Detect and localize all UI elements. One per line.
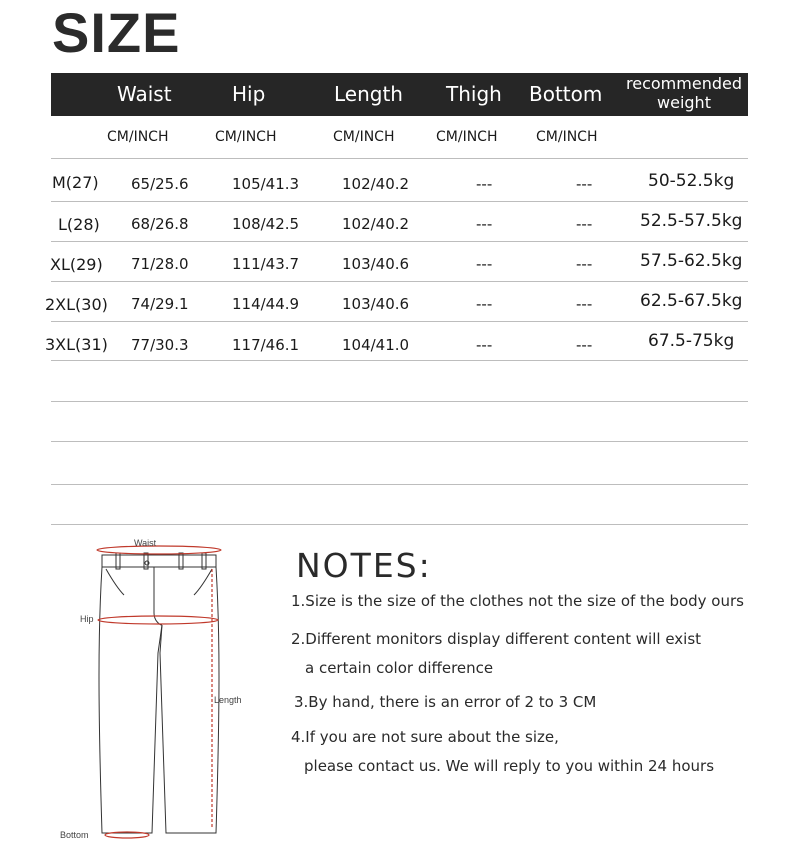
header-hip: Hip bbox=[232, 82, 266, 106]
table-divider bbox=[51, 524, 748, 525]
cell-weight: 57.5-62.5kg bbox=[640, 251, 743, 271]
cell-bottom: --- bbox=[576, 295, 593, 313]
notes-title: NOTES: bbox=[296, 546, 432, 585]
header-recommended-weight bbox=[619, 74, 749, 112]
cell-thigh: --- bbox=[476, 175, 493, 193]
right-pocket bbox=[194, 569, 212, 595]
cell-waist: 74/29.1 bbox=[131, 295, 189, 313]
unit-length: CM/INCH bbox=[333, 129, 395, 145]
cell-length: 103/40.6 bbox=[342, 255, 410, 273]
cell-waist: 68/26.8 bbox=[131, 215, 189, 233]
unit-hip: CM/INCH bbox=[215, 129, 277, 145]
cell-hip: 114/44.9 bbox=[232, 295, 300, 313]
cell-size: L(28) bbox=[58, 215, 100, 234]
cell-weight: 52.5-57.5kg bbox=[640, 211, 743, 231]
cell-weight: 62.5-67.5kg bbox=[640, 291, 743, 311]
page-title: SIZE bbox=[52, 1, 181, 64]
note-item: 2.Different monitors display different content will exist bbox=[291, 630, 702, 648]
cell-hip: 117/46.1 bbox=[232, 336, 300, 354]
header-waist: Waist bbox=[117, 82, 172, 106]
cell-weight: 50-52.5kg bbox=[648, 171, 735, 191]
header-bottom: Bottom bbox=[529, 82, 603, 106]
table-divider bbox=[51, 321, 748, 322]
cell-thigh: --- bbox=[476, 215, 493, 233]
table-divider bbox=[51, 158, 748, 159]
note-item: please contact us. We will reply to you within 24 hours bbox=[304, 757, 715, 775]
length-label: Length bbox=[214, 695, 242, 705]
header-recommended-line2: weight bbox=[657, 93, 711, 112]
cell-size: 3XL(31) bbox=[45, 335, 108, 354]
cell-hip: 108/42.5 bbox=[232, 215, 300, 233]
cell-length: 104/41.0 bbox=[342, 336, 410, 354]
note-item: 4.If you are not sure about the size, bbox=[291, 728, 559, 746]
cell-bottom: --- bbox=[576, 336, 593, 354]
waist-measure-line bbox=[97, 546, 221, 554]
note-item: a certain color difference bbox=[305, 659, 494, 677]
table-divider bbox=[51, 201, 748, 202]
cell-hip: 111/43.7 bbox=[232, 255, 300, 273]
cell-thigh: --- bbox=[476, 255, 493, 273]
table-divider bbox=[51, 360, 748, 361]
table-divider bbox=[51, 484, 748, 485]
unit-bottom: CM/INCH bbox=[536, 129, 598, 145]
cell-thigh: --- bbox=[476, 295, 493, 313]
trousers-measurement-diagram bbox=[54, 533, 264, 845]
unit-waist: CM/INCH bbox=[107, 129, 169, 145]
cell-length: 102/40.2 bbox=[342, 215, 410, 233]
hip-label: Hip bbox=[80, 614, 94, 624]
cell-thigh: --- bbox=[476, 336, 493, 354]
cell-bottom: --- bbox=[576, 215, 593, 233]
left-pocket bbox=[106, 569, 124, 595]
cell-length: 102/40.2 bbox=[342, 175, 410, 193]
unit-thigh: CM/INCH bbox=[436, 129, 498, 145]
header-thigh: Thigh bbox=[446, 82, 502, 106]
cell-size: XL(29) bbox=[50, 255, 103, 274]
cell-length: 103/40.6 bbox=[342, 295, 410, 313]
cell-waist: 65/25.6 bbox=[131, 175, 189, 193]
note-item: 1.Size is the size of the clothes not the size of the body ours bbox=[291, 592, 744, 610]
cell-size: M(27) bbox=[52, 173, 99, 192]
cell-hip: 105/41.3 bbox=[232, 175, 300, 193]
right-leg-outline bbox=[160, 567, 219, 833]
header-length: Length bbox=[334, 82, 403, 106]
left-leg-outline bbox=[99, 567, 162, 833]
cell-weight: 67.5-75kg bbox=[648, 331, 735, 351]
note-item: 3.By hand, there is an error of 2 to 3 CM bbox=[294, 693, 597, 711]
cell-waist: 77/30.3 bbox=[131, 336, 189, 354]
bottom-label: Bottom bbox=[60, 830, 89, 840]
cell-bottom: --- bbox=[576, 255, 593, 273]
cell-waist: 71/28.0 bbox=[131, 255, 189, 273]
waist-label: Waist bbox=[134, 538, 157, 548]
table-divider bbox=[51, 281, 748, 282]
cell-size: 2XL(30) bbox=[45, 295, 108, 314]
table-divider bbox=[51, 441, 748, 442]
table-divider bbox=[51, 241, 748, 242]
waistband-outline bbox=[102, 555, 216, 567]
cell-bottom: --- bbox=[576, 175, 593, 193]
header-recommended-line1: recommended bbox=[626, 74, 742, 93]
table-divider bbox=[51, 401, 748, 402]
